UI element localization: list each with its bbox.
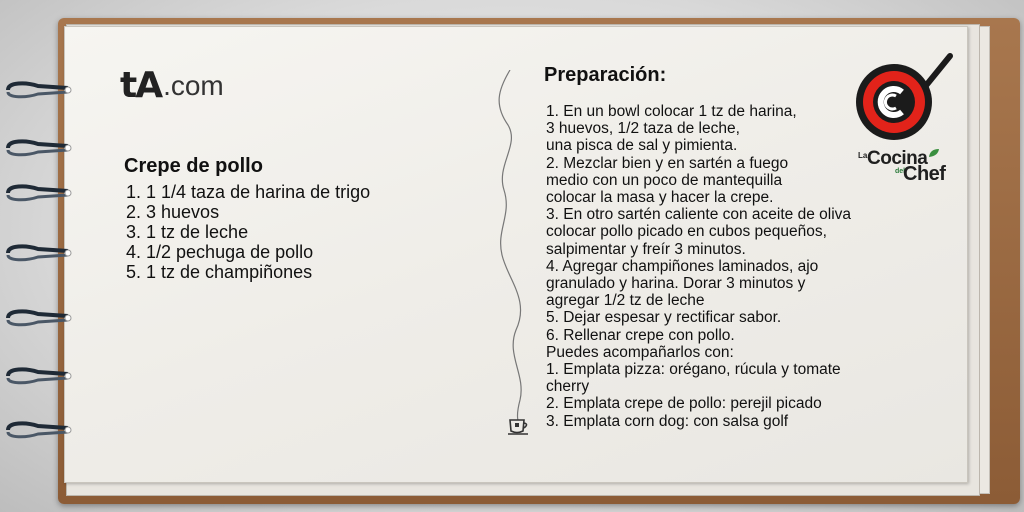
spiral-ring-icon [4,80,72,100]
step-line: granulado y harina. Dorar 3 minutos y [546,275,806,293]
brand-cocina: Cocina [867,148,928,169]
step-line: 4. Agregar champiñones laminados, ajo [546,257,819,275]
ingredient-item: 1. 1 1/4 taza de harina de trigo [126,182,371,202]
ingredient-item: 3. 1 tz de leche [126,222,249,242]
preparation-title: Preparación: [544,64,667,86]
leaf-icon [928,148,940,158]
ingredient-item: 4. 1/2 pechuga de pollo [126,242,314,262]
spiral-ring-icon [4,420,72,440]
step-line: cherry [546,378,590,396]
brand-chef: Chef [903,163,946,185]
brand-del: del [895,168,906,175]
step-line: 1. Emplata pizza: orégano, rúcula y tomate [546,361,841,379]
site-logo[interactable] [120,65,224,106]
wavy-divider [490,70,540,420]
step-line: una pisca de sal y pimienta. [546,137,738,155]
step-line: Puedes acompañarlos con: [546,343,734,361]
step-line: 2. Emplata crepe de pollo: perejil picado [546,395,822,413]
step-line: agregar 1/2 tz de leche [546,292,705,310]
logo-mark: tA [120,65,162,106]
ingredient-item: 5. 1 tz de champiñones [126,262,313,282]
step-line: salpimentar y freír 3 minutos. [546,240,746,258]
recipe-title: Crepe de pollo [124,155,263,177]
spiral-ring-icon [4,183,72,203]
step-line: 3. En otro sartén caliente con aceite de oliva [546,206,852,224]
logo-domain: .com [163,70,224,101]
step-line: 2. Mezclar bien y en sartén a fuego [546,154,789,172]
spiral-ring-icon [4,308,72,328]
step-line: 1. En un bowl colocar 1 tz de harina, [546,103,797,120]
step-line: 3 huevos, 1/2 taza de leche, [546,120,740,138]
spiral-ring-icon [4,138,72,158]
step-line: colocar pollo picado en cubos pequeños, [546,223,827,241]
brand-la: La [858,151,868,160]
step-line: 5. Dejar espesar y rectificar sabor. [546,309,782,327]
ingredient-list [126,182,370,282]
step-line: 6. Rellenar crepe con pollo. [546,326,735,344]
spiral-ring-icon [4,243,72,263]
step-line: colocar la masa y hacer la crepe. [546,189,774,207]
frying-pan-logo-icon [846,52,958,152]
spiral-ring-icon [4,366,72,386]
ingredient-item: 2. 3 huevos [126,202,220,222]
step-line: 3. Emplata corn dog: con salsa golf [546,412,789,430]
step-line: medio con un poco de mantequilla [546,171,783,189]
cup-icon [506,414,532,436]
